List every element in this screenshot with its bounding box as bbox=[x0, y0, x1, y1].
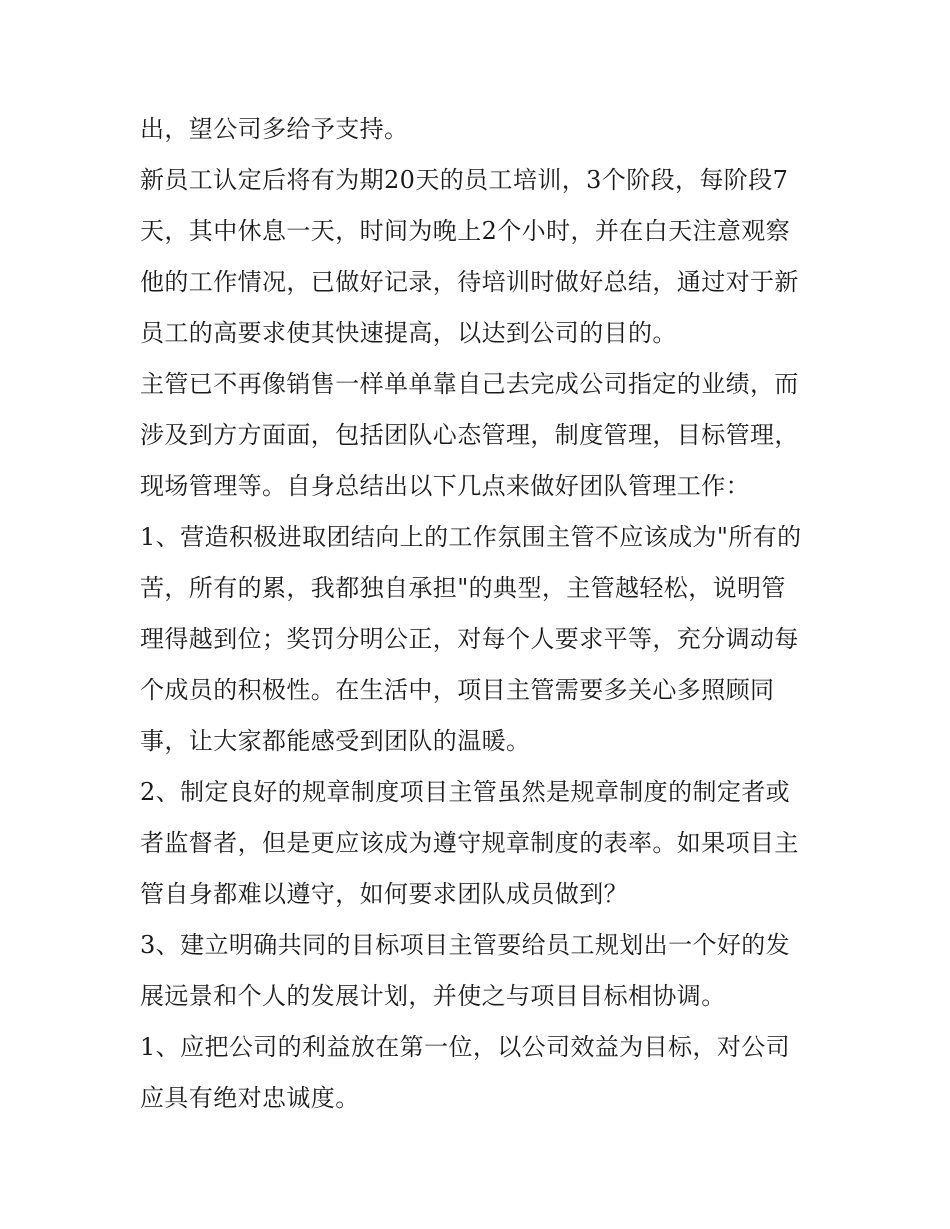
text-line: 者监督者，但是更应该成为遵守规章制度的表率。如果项目主 bbox=[140, 829, 799, 857]
text-line: 1、营造积极进取团结向上的工作氛围主管不应该成为"所有的 bbox=[140, 523, 802, 551]
text-line: 新员工认定后将有为期20天的员工培训，3个阶段，每阶段7 bbox=[140, 166, 789, 194]
text-line: 管自身都难以遵守，如何要求团队成员做到？ bbox=[140, 880, 628, 908]
text-line: 他的工作情况，已做好记录，待培训时做好总结，通过对于新 bbox=[140, 268, 799, 296]
text-line: 出，望公司多给予支持。 bbox=[140, 115, 409, 143]
text-line: 应具有绝对忠诚度。 bbox=[140, 1084, 360, 1112]
text-line: 1、应把公司的利益放在第一位，以公司效益为目标，对公司 bbox=[140, 1033, 791, 1061]
text-line: 个成员的积极性。在生活中，项目主管需要多关心多照顾同 bbox=[140, 676, 775, 704]
text-line: 天，其中休息一天，时间为晚上2个小时，并在白天注意观察 bbox=[140, 217, 791, 245]
text-line: 主管已不再像销售一样单单靠自己去完成公司指定的业绩，而 bbox=[140, 370, 799, 398]
text-line: 理得越到位；奖罚分明公正，对每个人要求平等，充分调动每 bbox=[140, 625, 799, 653]
text-line: 涉及到方方面面，包括团队心态管理，制度管理，目标管理， bbox=[140, 421, 799, 449]
text-line: 2、制定良好的规章制度项目主管虽然是规章制度的制定者或 bbox=[140, 778, 791, 806]
text-line: 3、建立明确共同的目标项目主管要给员工规划出一个好的发 bbox=[140, 931, 791, 959]
text-line: 苦，所有的累，我都独自承担"的典型，主管越轻松，说明管 bbox=[140, 574, 786, 602]
document-body bbox=[140, 104, 820, 1124]
text-line: 现场管理等。自身总结出以下几点来做好团队管理工作： bbox=[140, 472, 750, 500]
text-line: 事，让大家都能感受到团队的温暖。 bbox=[140, 727, 531, 755]
text-line: 展远景和个人的发展计划，并使之与项目目标相协调。 bbox=[140, 982, 726, 1010]
text-line: 员工的高要求使其快速提高，以达到公司的目的。 bbox=[140, 319, 677, 347]
